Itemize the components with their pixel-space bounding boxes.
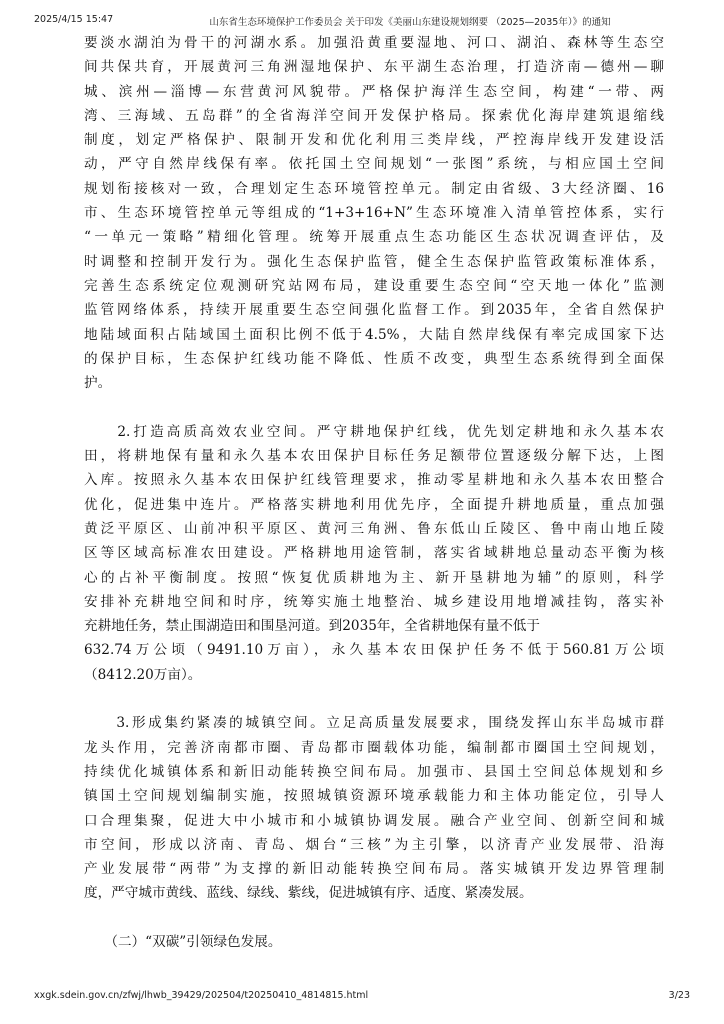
text-line: 要淡水湖泊为骨干的河湖水系。加强沿黄重要湿地、河口、湖泊、森林等生态空 xyxy=(84,35,664,51)
section-heading: （二）“双碳”引领绿色发展。 xyxy=(84,933,282,950)
text-line: 间共保共育，开展黄河三角洲湿地保护、东平湖生态治理，打造济南—德州—聊 xyxy=(84,59,664,76)
text-line: 区等区域高标准农田建设。严格耕地用途管制，落实省域耕地总量动态平衡为核 xyxy=(84,545,664,562)
text-line: 入库。按照永久基本农田保护红线管理要求，推动零星耕地和永久基本农田整合 xyxy=(84,472,664,489)
text-line: 充耕地任务，禁止围湖造田和围垦河道。到2035年，全省耕地保有量不低于 xyxy=(84,618,540,635)
text-line: 度，严守城市黄线、蓝线、绿线、紫线，促进城镇有序、适度、紧凑发展。 xyxy=(84,885,533,902)
text-line: 产业发展带“两带”为支撑的新旧动能转换空间布局。落实城镇开发边界管理制 xyxy=(84,861,664,878)
page-url: xxgk.sdein.gov.cn/zfwj/lhwb_39429/202504/t20250410_4814815.html xyxy=(34,990,369,1001)
paragraph-spacer xyxy=(84,395,664,419)
text-line: （8412.20万亩）。 xyxy=(84,666,202,683)
text-line: 时调整和控制开发行为。强化生态保护监管，健全生态保护监管政策标准体系， xyxy=(84,253,664,270)
text-line: 完善生态系统定位观测研究站网布局，建设重要生态空间“空天地一体化”监测 xyxy=(84,277,664,294)
print-datetime: 2025/4/15 15:47 xyxy=(34,14,114,25)
print-footer xyxy=(0,990,724,1006)
paragraph-agricultural-space xyxy=(84,420,664,687)
text-line: 动，严守自然岸线保有率。依托国土空间规划“一张图”系统，与相应国土空间 xyxy=(84,156,664,173)
text-line: 制度，划定严格保护、限制开发和优化利用三类岸线，严控海岸线开发建设活 xyxy=(84,132,664,149)
document-body xyxy=(84,31,664,954)
text-line: 护。 xyxy=(84,375,112,392)
text-line: 湾、三海域、五岛群”的全省海洋空间开发保护格局。探索优化海岸建筑退缩线 xyxy=(84,107,664,124)
text-line: 监管网络体系，持续开展重要生态空间强化监督工作。到2035年，全省自然保护 xyxy=(84,302,664,319)
text-line: 的保护目标，生态保护红线功能不降低、性质不改变，典型生态系统得到全面保 xyxy=(84,350,664,367)
text-line: 市空间，形成以济南、青岛、烟台“三核”为主引擎，以济青产业发展带、沿海 xyxy=(84,836,664,853)
text-line: 安排补充耕地空间和时序，统筹实施土地整治、城乡建设用地增减挂钩，落实补 xyxy=(84,593,664,610)
paragraph-urban-space xyxy=(84,711,664,905)
text-line: 市、生态环境管控单元等组成的“1+3+16+N”生态环境准入清单管控体系，实行 xyxy=(84,205,664,222)
paragraph-spacer xyxy=(84,687,664,711)
text-line: 规划衔接核对一致，合理划定生态环境管控单元。制定由省级、3大经济圈、16 xyxy=(84,180,664,197)
text-line: 心的占补平衡制度。按照“恢复优质耕地为主、新开垦耕地为辅”的原则，科学 xyxy=(84,569,664,586)
text-line: 2.打造高质高效农业空间。严守耕地保护红线，优先划定耕地和永久基本农 xyxy=(84,423,664,440)
text-line: 黄泛平原区、山前冲积平原区、黄河三角洲、鲁东低山丘陵区、鲁中南山地丘陵 xyxy=(84,520,664,537)
text-line: 3.形成集约紧凑的城镇空间。立足高质量发展要求，围绕发挥山东半岛城市群 xyxy=(84,715,664,732)
page-number: 3/23 xyxy=(668,990,690,1001)
text-line: “一单元一策略”精细化管理。统筹开展重点生态功能区生态状况调查评估，及 xyxy=(84,229,664,246)
text-line: 镇国土空间规划编制实施，按照城镇资源环境承载能力和主体功能定位，引导人 xyxy=(84,788,664,805)
text-line: 优化，促进集中连片。严格落实耕地利用优先序，全面提升耕地质量，重点加强 xyxy=(84,496,664,513)
document-title: 山东省生态环境保护工作委员会 关于印发《美丽山东建设规划纲要 （2025—2035年）》的通知 xyxy=(209,17,611,28)
print-header xyxy=(0,14,724,30)
text-line: 持续优化城镇体系和新旧动能转换空间布局。加强市、县国土空间总体规划和乡 xyxy=(84,763,664,780)
paragraph-ecological-space xyxy=(84,31,664,395)
text-line: 龙头作用，完善济南都市圈、青岛都市圈载体功能，编制都市圈国土空间规划， xyxy=(84,739,664,756)
text-line: 地陆域面积占陆域国土面积比例不低于4.5%，大陆自然岸线保有率完成国家下达 xyxy=(84,326,664,343)
text-line: 田，将耕地保有量和永久基本农田保护目标任务足额带位置逐级分解下达，上图 xyxy=(84,448,664,465)
paragraph-spacer xyxy=(84,906,664,930)
text-line: 口合理集聚，促进大中小城市和小城镇协调发展。融合产业空间、创新空间和城 xyxy=(84,812,664,829)
text-line: 632.74万公顷（9491.10万亩），永久基本农田保护任务不低于560.81万公顷 xyxy=(84,642,664,659)
text-line: 城、滨州—淄博—东营黄河风貌带。严格保护海洋生态空间，构建“一带、两 xyxy=(84,83,664,100)
